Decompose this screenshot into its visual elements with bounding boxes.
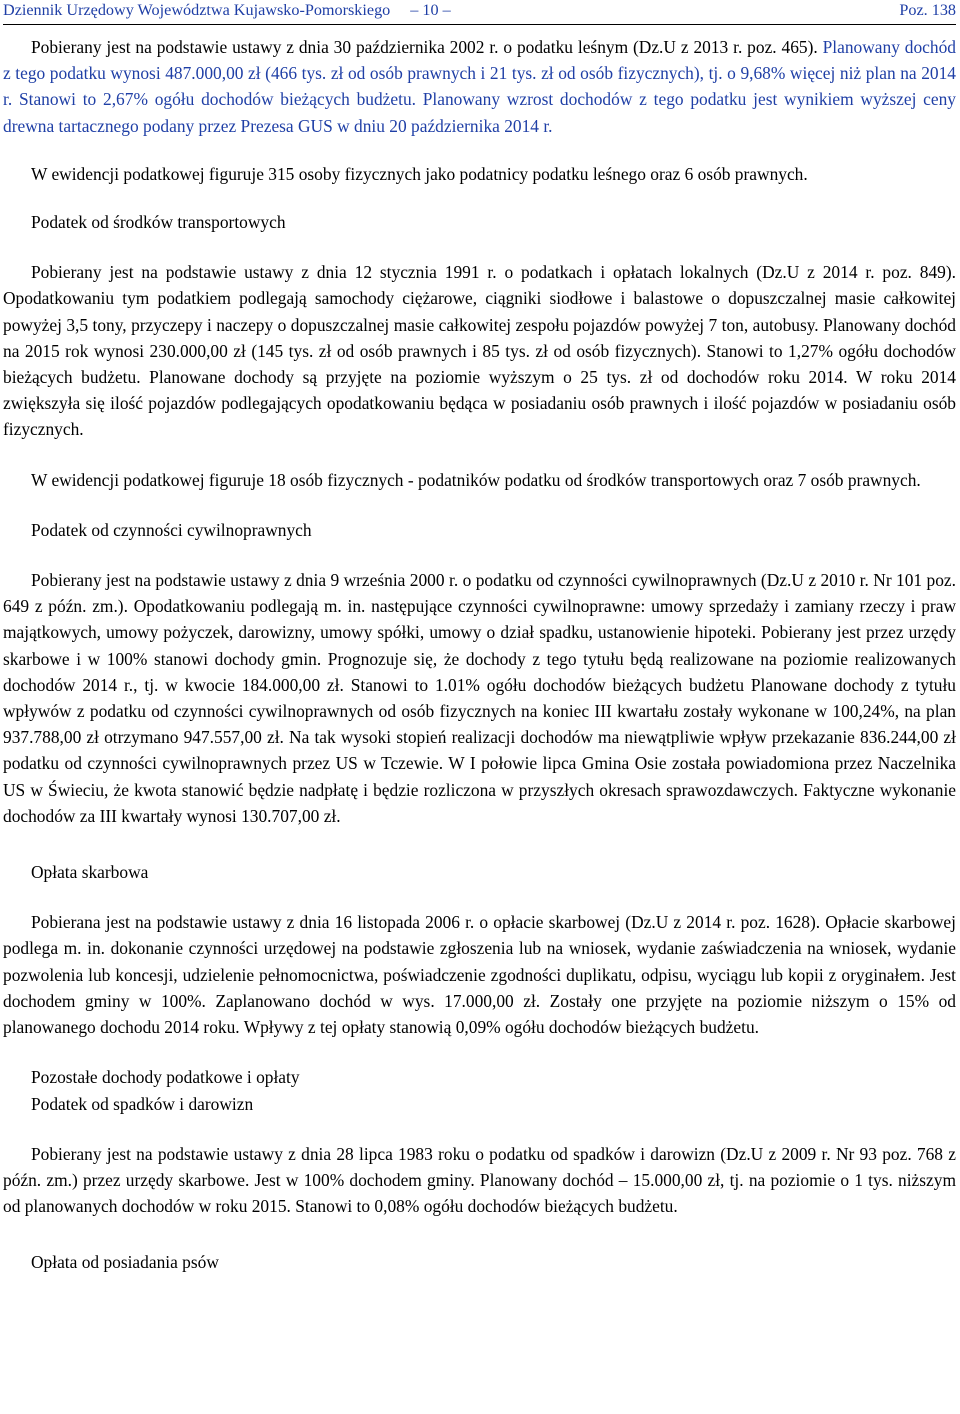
document-body — [3, 34, 956, 1276]
pozostale-heading: Pozostałe dochody podatkowe i opłaty — [31, 1067, 300, 1088]
journal-title: Dziennik Urzędowy Województwa Kujawsko-Pomorskiego — [3, 1, 391, 19]
cywilnoprawne-paragraph-1: Pobierany jest na podstawie ustawy z dnia 9 września 2000 r. o podatku od czynności cywilnoprawnych (Dz.U z 2010 r. Nr 101 poz. 649 z późn. zm.). Opodatkowaniu podlegają m. in. następujące czynności cywilnoprawne: umowy sprzedaży i zamiany rzeczy i praw majątkowych, umowy pożyczek, darowizny, umowy spółki, umowy o dział spadku, ustanowienie hipoteki. Pobierany jest przez urzędy skarbowe i w 100% stanowi dochody gmin. Prognozuje się, że dochody z tego tytułu będą realizowane na poziomie realizowanych dochodów 2014 r., tj. w kwocie 184.000,00 zł. Stanowi to 1.01% ogółu dochodów bieżących budżetu Planowane dochody z tytułu wpływów z podatku od czynności cywilnoprawnych od osób fizycznych na koniec III kwartału zostały wykonane w 100,24%, na plan 937.788,00 zł otrzymano 947.557,00 zł. Na tak wysoki stopień realizacji dochodów ma niewątpliwie wpływ przekazanie 836.244,00 zł podatku od czynności cywilnoprawnych przez US w Tczewie. W I połowie lipca Gmina Osie została powiadomiona przez Naczelnika US w Świeciu, że kwota stanowić będzie nadpłatę i będzie rozliczona w przyszłych okresach sprawozdawczych. Faktyczne wykonanie dochodów za III kwartały wynosi 130.707,00 zł. — [3, 570, 956, 826]
transport-paragraph-1: Pobierany jest na podstawie ustawy z dnia 12 stycznia 1991 r. o podatkach i opłatach lokalnych (Dz.U z 2014 r. poz. 849). Opodatkowaniu tym podatkiem podlegają samochody ciężarowe, ciągniki siodłowe i balastowe o dopuszczalnej masie całkowitej powyżej 3,5 tony, przyczepy i naczepy o dopuszczalnej masie całkowitej zespołu pojazdów powyżej 7 ton, autobusy. Planowany dochód na 2015 rok wynosi 230.000,00 zł (145 tys. zł od osób prawnych i 85 tys. zł od osób fizycznych). Stanowi to 1,27% ogółu dochodów bieżących budżetu. Planowane dochody są przyjęte na poziomie wyższym o 25 tys. zł od dochodów roku 2014. W roku 2014 zwiększyła się ilość pojazdów podlegających opodatkowaniu będąca w posiadaniu osób prawnych i ilość pojazdów w posiadaniu osób fizycznych. — [3, 262, 956, 440]
transport-paragraph-2: W ewidencji podatkowej figuruje 18 osób fizycznych - podatników podatku od środków transportowych oraz 7 osób prawnych. — [31, 469, 921, 490]
lesny-paragraph-2: W ewidencji podatkowej figuruje 315 osoby fizycznych jako podatnicy podatku leśnego oraz 6 osób prawnych. — [31, 163, 808, 184]
psy-heading: Opłata od posiadania psów — [31, 1252, 219, 1273]
page-header — [3, 0, 956, 25]
lesny-paragraph-1 — [3, 34, 956, 139]
position-number: Poz. 138 — [899, 1, 956, 19]
spadki-heading: Podatek od spadków i darowizn — [31, 1093, 254, 1114]
skarbowa-paragraph-1: Pobierana jest na podstawie ustawy z dnia 16 listopada 2006 r. o opłacie skarbowej (Dz.U z 2014 r. poz. 1628). Opłacie skarbowej podlega m. in. dokonanie czynności urzędowej na podstawie zgłoszenia lub na wniosek, wydanie zaświadczenia na wniosek, wydanie pozwolenia lub koncesji, udzielenie pełnomocnictwa, poświadczenie zgodności duplikatu, odpisu, wyciągu lub kopii z oryginałem. Jest dochodem gminy w 100%. Zaplanowano dochód w wys. 17.000,00 zł. Zostały one przyjęte na poziomie niższym o 15% od planowanego dochodu 2014 roku. Wpływy z tej opłaty stanowią 0,09% ogółu dochodów bieżących budżetu. — [3, 912, 956, 1038]
transport-heading: Podatek od środków transportowych — [31, 212, 286, 233]
spadki-paragraph-1: Pobierany jest na podstawie ustawy z dnia 28 lipca 1983 roku o podatku od spadków i darowizn (Dz.U z 2009 r. Nr 93 poz. 768 z późn. zm.) przez urzędy skarbowe. Jest w 100% dochodem gminy. Planowany dochód – 15.000,00 zł, tj. na poziomie o 1 tys. niższym od planowanych dochodów w roku 2015. Stanowi to 0,08% ogółu dochodów bieżących budżetu. — [3, 1143, 956, 1217]
cywilnoprawne-heading: Podatek od czynności cywilnoprawnych — [31, 519, 312, 540]
page-number: – 10 – — [410, 1, 451, 19]
skarbowa-heading: Opłata skarbowa — [31, 862, 149, 883]
lesny-legal-basis: Pobierany jest na podstawie ustawy z dnia 30 października 2002 r. o podatku leśnym (Dz.U z 2013 r. poz. 465). — [31, 37, 818, 57]
lesny-plan-text: Planowany dochód z tego podatku wynosi 487.000,00 zł (466 tys. zł od osób prawnych i 21 tys. zł od osób fizycznych), tj. o 9,68% więcej niż plan na 2014 r. Stanowi to 2,67% ogółu dochodów bieżących budżetu. Planowany wzrost dochodów z tego podatku jest wynikiem wyższej ceny drewna tartacznego podany przez Prezesa GUS w dniu 20 października 2014 r. — [3, 37, 956, 136]
